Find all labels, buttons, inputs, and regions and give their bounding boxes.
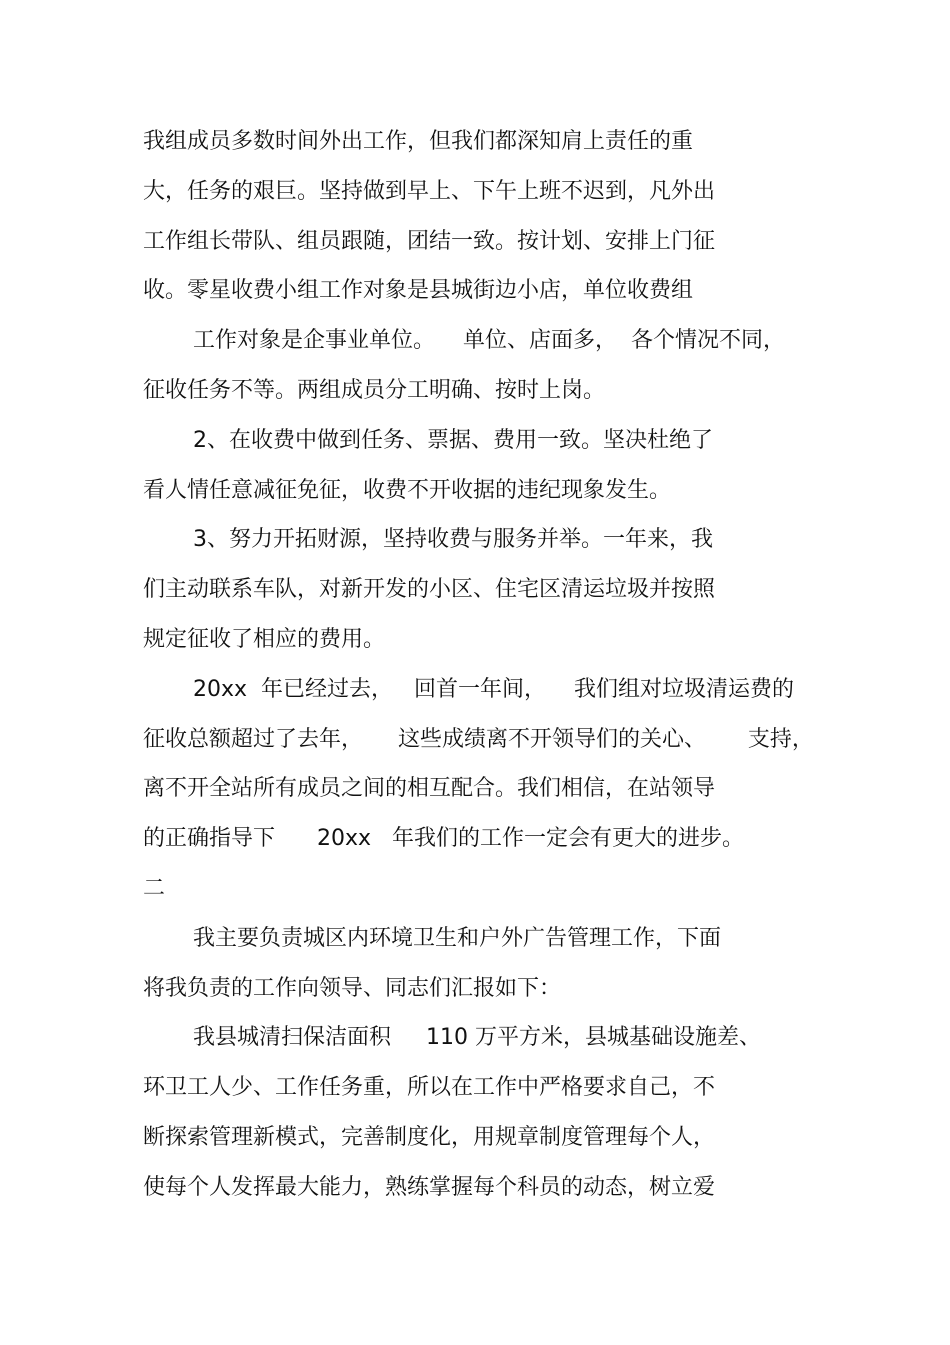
text-line: 们主动联系车队，对新开发的小区、住宅区清运垃圾并按照: [143, 577, 716, 602]
text-line: 征收任务不等。两组成员分工明确、按时上岗。: [143, 378, 606, 403]
text-line: 的正确指导下 20xx 年我们的工作一定会有更大的进步。: [143, 826, 744, 851]
text-line: 我组成员多数时间外出工作，但我们都深知肩上责任的重: [143, 129, 694, 154]
text-line: 大，任务的艰巨。坚持做到早上、下午上班不迟到，凡外出: [143, 179, 716, 204]
text-line: 收。零星收费小组工作对象是县城街边小店，单位收费组: [143, 278, 694, 303]
text-line: 将我负责的工作向领导、同志们汇报如下：: [143, 976, 562, 1001]
text-line: 征收总额超过了去年， 这些成绩离不开领导们的关心、 支持，: [143, 727, 814, 752]
text-line: 使每个人发挥最大能力，熟练掌握每个科员的动态，树立爱: [143, 1175, 716, 1200]
text-line: 规定征收了相应的费用。: [143, 627, 386, 652]
text-line: 我主要负责城区内环境卫生和户外广告管理工作，下面: [193, 926, 722, 951]
text-line: 断探索管理新模式，完善制度化，用规章制度管理每个人，: [143, 1125, 716, 1150]
text-line: 工作组长带队、组员跟随，团结一致。按计划、安排上门征: [143, 229, 716, 254]
text-line: 看人情任意减征免征，收费不开收据的违纪现象发生。: [143, 478, 672, 503]
text-line: 3、努力开拓财源，坚持收费与服务并举。一年来，我: [193, 527, 713, 552]
text-line: 20xx 年已经过去， 回首一年间， 我们组对垃圾清运费的: [193, 677, 794, 702]
section-heading: 二: [143, 876, 166, 901]
text-line: 工作对象是企事业单位。 单位、店面多， 各个情况不同，: [193, 328, 785, 353]
text-line: 环卫工人少、工作任务重，所以在工作中严格要求自己，不: [143, 1075, 716, 1100]
text-line: 2、在收费中做到任务、票据、费用一致。坚决杜绝了: [193, 428, 713, 453]
text-line: 离不开全站所有成员之间的相互配合。我们相信，在站领导: [143, 776, 716, 801]
text-line: 我县城清扫保洁面积 110 万平方米，县城基础设施差、: [193, 1025, 761, 1050]
